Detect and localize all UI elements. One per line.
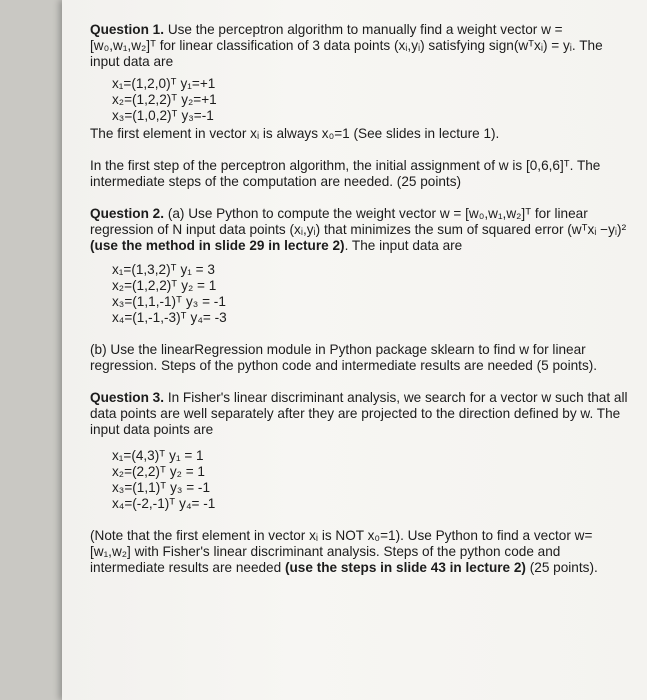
q2-data-row: x₄=(1,-1,-3)ᵀ y₄= -3	[112, 310, 227, 325]
q3-data-row: x₄=(-2,-1)ᵀ y₄= -1	[112, 496, 216, 511]
q1-data-row: x₂=(1,2,2)ᵀ y₂=+1	[112, 92, 217, 107]
q3-data-row: x₁=(4,3)ᵀ y₁ = 1	[112, 448, 204, 463]
q2-data-list	[90, 262, 630, 326]
q1-heading: Question 1.	[90, 22, 165, 37]
q1-data-row: x₃=(1,0,2)ᵀ y₃=-1	[112, 108, 214, 123]
q3-note: (Note that the first element in vector xᵢ is NOT x₀=1). Use Python to find a vector w=[w₁,w₂] with Fisher's linear discriminant analysis. Steps of the python code and intermediate results are needed (use the steps in slide 43 in lecture 2) (25 points).	[90, 528, 598, 575]
paper-sheet	[62, 0, 647, 700]
q3-data-row: x₃=(1,1)ᵀ y₃ = -1	[112, 480, 211, 495]
q2-heading: Question 2.	[90, 206, 165, 221]
q1-data-row: x₁=(1,2,0)ᵀ y₁=+1	[112, 76, 216, 91]
q1-intro: Question 1. Use the perceptron algorithm to manually find a weight vector w = [w₀,w₁,w₂]ᵀ for linear classification of 3 data points (xᵢ,yᵢ) satisfying sign(wᵀxᵢ) = yᵢ. The input data are	[90, 22, 603, 69]
q3-intro: Question 3. In Fisher's linear discriminant analysis, we search for a vector w such that all data points are well separately after they are projected to the direction defined by w. The input data points are	[90, 390, 628, 437]
q2-part-b: (b) Use the linearRegression module in Python package sklearn to find w for linear regression. Steps of the python code and intermediate results are needed (5 points).	[90, 342, 598, 373]
q1-data-list	[90, 76, 630, 124]
q2-intro: Question 2. (a) Use Python to compute the weight vector w = [w₀,w₁,w₂]ᵀ for linear regression of N input data points (xᵢ,yᵢ) that minimizes the sum of squared error (wᵀxᵢ −yᵢ)² (use the method in slide 29 in lecture 2). The input data are	[90, 206, 627, 253]
assignment-text	[90, 22, 630, 576]
q2-data-row: x₃=(1,1,-1)ᵀ y₃ = -1	[112, 294, 226, 309]
q3-data-row: x₂=(2,2)ᵀ y₂ = 1	[112, 464, 205, 479]
q2-data-row: x₁=(1,3,2)ᵀ y₁ = 3	[112, 262, 215, 277]
q1-step: In the first step of the perceptron algorithm, the initial assignment of w is [0,6,6]ᵀ. The intermediate steps of the computation are needed. (25 points)	[90, 158, 601, 189]
q3-heading: Question 3.	[90, 390, 165, 405]
q1-note: The first element in vector xᵢ is always x₀=1 (See slides in lecture 1).	[90, 126, 500, 141]
q3-data-list	[90, 448, 630, 512]
q2-data-row: x₂=(1,2,2)ᵀ y₂ = 1	[112, 278, 217, 293]
